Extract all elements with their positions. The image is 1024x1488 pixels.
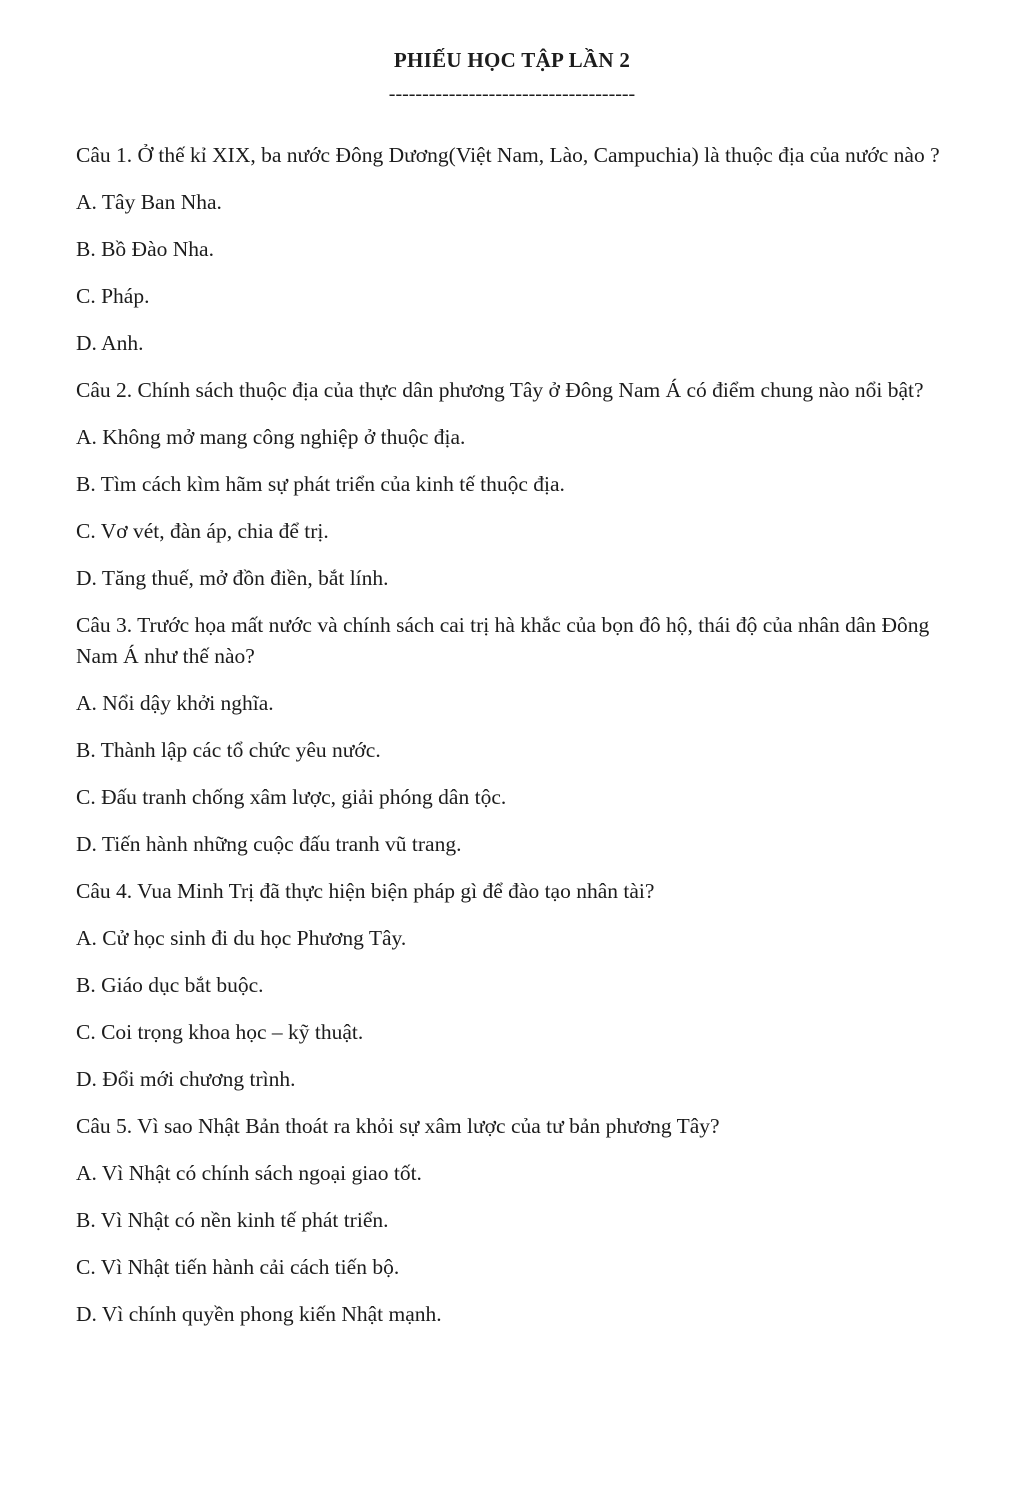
question-1-text: Câu 1. Ở thế kỉ XIX, ba nước Đông Dương(Việt Nam, Lào, Campuchia) là thuộc địa của nước nào ? (76, 143, 940, 167)
question-1-option-d: D. Anh. (76, 331, 144, 355)
page-title: PHIẾU HỌC TẬP LẦN 2 (393, 48, 631, 72)
question-4-option-b: B. Giáo dục bắt buộc. (76, 973, 264, 997)
title-divider: ------------------------------------- (388, 83, 636, 105)
question-2-option-b: B. Tìm cách kìm hãm sự phát triển của kinh tế thuộc địa. (76, 472, 565, 496)
question-5-option-b: B. Vì Nhật có nền kinh tế phát triển. (76, 1208, 389, 1232)
question-4-option-a: A. Cử học sinh đi du học Phương Tây. (76, 926, 407, 950)
question-2-option-a: A. Không mở mang công nghiệp ở thuộc địa. (76, 425, 466, 449)
question-block-2 (76, 375, 946, 594)
question-1-option-c: C. Pháp. (76, 284, 150, 308)
question-3-option-b: B. Thành lập các tổ chức yêu nước. (76, 738, 381, 762)
question-5-text: Câu 5. Vì sao Nhật Bản thoát ra khỏi sự xâm lược của tư bản phương Tây? (76, 1114, 720, 1138)
question-4-text: Câu 4. Vua Minh Trị đã thực hiện biện pháp gì để đào tạo nhân tài? (76, 879, 655, 903)
question-3-text: Câu 3. Trước họa mất nước và chính sách cai trị hà khắc của bọn đô hộ, thái độ của nhân dân Đông Nam Á như thế nào? (76, 613, 930, 668)
question-3-option-a: A. Nổi dậy khởi nghĩa. (76, 691, 274, 715)
question-2-option-d: D. Tăng thuế, mở đồn điền, bắt lính. (76, 566, 389, 590)
question-5-option-c: C. Vì Nhật tiến hành cải cách tiến bộ. (76, 1255, 400, 1279)
question-3-option-d: D. Tiến hành những cuộc đấu tranh vũ trang. (76, 832, 462, 856)
question-block-1 (76, 140, 946, 359)
question-3-option-c: C. Đấu tranh chống xâm lược, giải phóng dân tộc. (76, 785, 507, 809)
question-2-option-c: C. Vơ vét, đàn áp, chia để trị. (76, 519, 329, 543)
question-block-4 (76, 876, 946, 1095)
question-1-option-b: B. Bồ Đào Nha. (76, 237, 214, 261)
question-5-option-a: A. Vì Nhật có chính sách ngoại giao tốt. (76, 1161, 422, 1185)
question-4-option-c: C. Coi trọng khoa học – kỹ thuật. (76, 1020, 364, 1044)
question-list (76, 140, 946, 1346)
question-4-option-d: D. Đổi mới chương trình. (76, 1067, 296, 1091)
question-2-text: Câu 2. Chính sách thuộc địa của thực dân phương Tây ở Đông Nam Á có điểm chung nào nổi bật? (76, 378, 924, 402)
question-1-option-a: A. Tây Ban Nha. (76, 190, 222, 214)
question-5-option-d: D. Vì chính quyền phong kiến Nhật mạnh. (76, 1302, 442, 1326)
question-block-5 (76, 1111, 946, 1330)
question-block-3 (76, 610, 946, 860)
